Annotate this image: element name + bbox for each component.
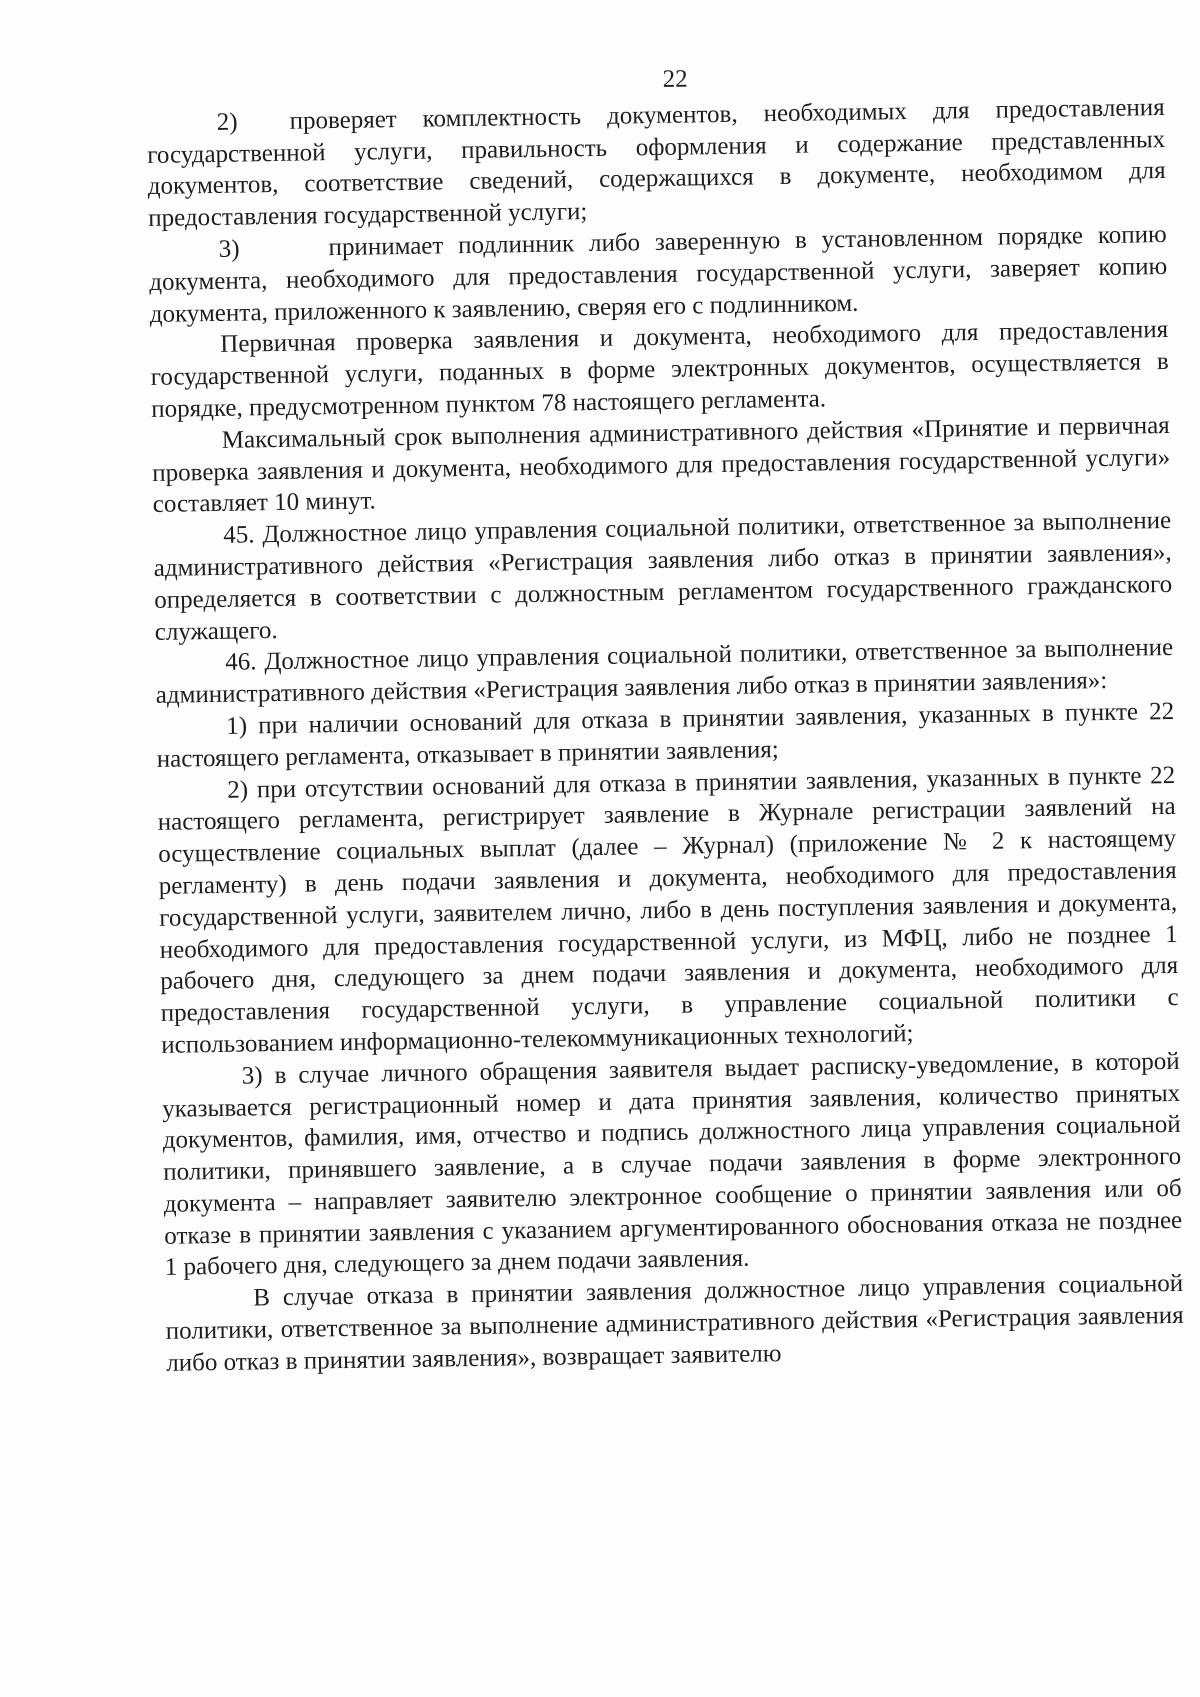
paragraph: 3) принимает подлинник либо заверенную в установленном порядке копию документа, необходимого для предоставления государственной услуги, заверяет копию документа, приложенного к заявлению, сверяя его с подлинником. [149,220,1168,328]
paragraph: 3) в случае личного обращения заявителя выдает расписку-уведомление, в которой указывается регистрационный номер и дата принятия заявления, количество принятых документов, фамилия, имя, отчество и подпись должностного лица управления социальной политики, принявшего заявление, а в случае подачи заявления в форме электронного документа – направляет заявителю электронное сообщение о принятии заявления или об отказе в принятии заявления с указанием аргументированного обоснования отказа не позднее 1 рабочего дня, следующего за днем подачи заявления. [162,1047,1183,1282]
paragraph: Максимальный срок выполнения административного действия «Принятие и первичная проверка заявления и документа, необходимого для предоставления государственной услуги» составляет 10 минут. [152,411,1171,519]
paragraph: 2) проверяет комплектность документов, необходимых для предоставления государственной услуги, правильность оформления и содержание представленных документов, соответствие сведений, содержащихся в документе, необходимом для предоставления государственной услуги; [147,93,1166,233]
paragraph: Первичная проверка заявления и документа, необходимого для предоставления государственной услуги, поданных в форме электронных документов, осуществляется в порядке, предусмотренном пунктом 78 настоящего регламента. [150,316,1169,423]
page-number: 22 [662,65,688,93]
paragraph: 1) при наличии оснований для отказа в принятии заявления, указанных в пункте 22 настоящего регламента, отказывает в принятии заявления; [156,697,1175,773]
paragraph: 45. Должностное лицо управления социальной политики, ответственное за выполнение административного действия «Регистрация заявления либо отказ в принятии заявления», определяется в соответствии с должностным регламентом государственного гражданского служащего. [153,507,1173,646]
paragraph: В случае отказа в принятии заявления должностное лицо управления социальной политики, ответственное за выполнение административного действия «Регистрация заявления либо отказ в принятии заявления», возвращает заявителю [165,1270,1184,1377]
paragraph: 46. Должностное лицо управления социальной политики, ответственное за выполнение административного действия «Регистрация заявления либо отказ в принятии заявления»: [155,634,1174,710]
paragraph: 2) при отсутствии оснований для отказа в принятии заявления, указанных в пункте 22 настоящего регламента, регистрирует заявление в Журнале регистрации заявлений на осуществление социальных выплат (далее – Журнал) (приложение № 2 к настоящему регламенту) в день подачи заявления и документа, необходимого для предоставления государственной услуги, заявителем лично, либо в день поступления заявления и документа, необходимого для предоставления государственной услуги, из МФЦ, либо не позднее 1 рабочего дня, следующего за днем подачи заявления и документа, необходимого для предоставления государственной услуги, в управление социальной политики с использованием информационно-телекоммуникационных технологий; [157,761,1179,1059]
page-body [146,56,1184,1380]
